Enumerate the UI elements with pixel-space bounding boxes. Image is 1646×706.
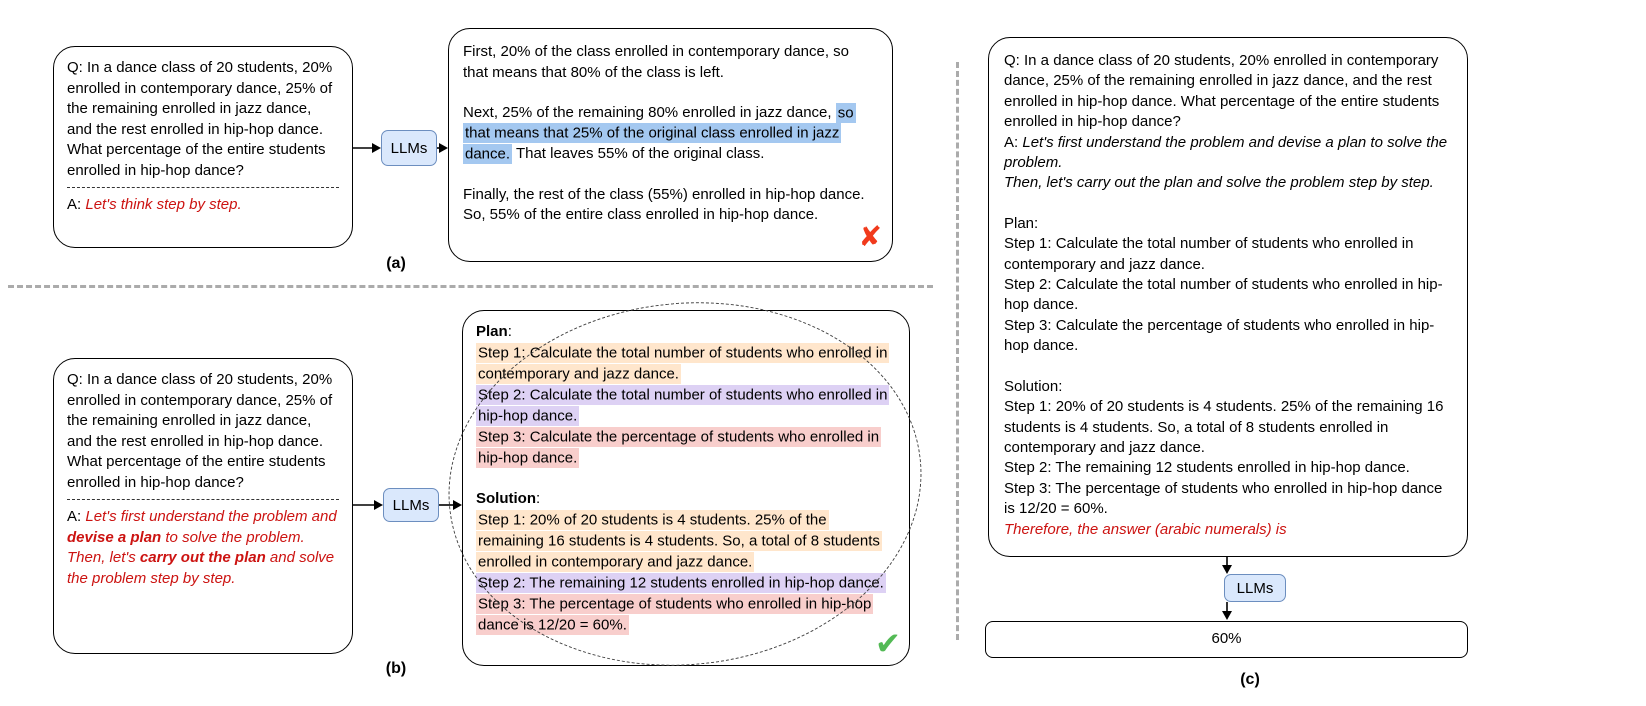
solution-step: Step 3: The percentage of students who enrolled in hip-hop dance is 12/20 = 60%. (1004, 479, 1443, 518)
output-text: That leaves 55% of the original class. (512, 145, 765, 162)
solution-step: Step 1: 20% of 20 students is 4 students. 25% of the remaining 16 students is 4 students. So, a total of 8 students enrolled in contemporary and jazz dance. (478, 511, 880, 570)
panel-a-answer-line (67, 195, 339, 216)
panel-a-prompt-box (53, 46, 353, 248)
arrow-b-prompt-to-llms (352, 500, 383, 510)
panel-b-output-box (462, 310, 910, 666)
highlighted-error-text: so that means that 25% of the original class enrolled in jazz dance. (465, 104, 854, 162)
answer-prefix: A: (1004, 133, 1019, 151)
plan-step: Step 3: Calculate the percentage of students who enrolled in hip-hop dance. (478, 428, 880, 466)
output-paragraph: Finally, the rest of the class (55%) enrolled in hip-hop dance. So, 55% of the entire class enrolled in hip-hop dance. (463, 185, 865, 223)
arrow-a-llms-to-output (437, 143, 448, 153)
vertical-panel-divider (956, 62, 959, 640)
solution-step: Step 2: The remaining 12 students enrolled in hip-hop dance. (478, 574, 884, 591)
panel-c-trigger-text: Let's first understand the problem and devise a plan to solve the problem. (1004, 133, 1448, 172)
panel-c-trigger-text-2: Then, let's carry out the plan and solve the problem step by step. (1004, 174, 1434, 192)
panel-c-label: (c) (1240, 671, 1260, 688)
output-paragraph (463, 103, 878, 165)
solution-heading: Solution: (476, 490, 541, 507)
final-answer-value: 60% (1211, 630, 1242, 648)
answer-prefix: A: (67, 196, 82, 213)
arrow-a-prompt-to-llms (352, 143, 381, 153)
prompt-separator (67, 499, 339, 500)
output-text: Next, 25% of the remaining 80% enrolled in jazz dance, (463, 104, 836, 121)
panel-b-label: (b) (385, 660, 407, 677)
panel-b-trigger-text: Let's first understand the problem and devise a plan to solve the problem. Then, let's carry out the plan and solve the problem step by step. (67, 508, 337, 587)
plan-step: Step 2: Calculate the total number of students who enrolled in hip-hop dance. (478, 386, 888, 424)
llms-box-c: LLMs (1224, 574, 1286, 602)
prompt-separator (67, 187, 339, 188)
arrow-b-llms-to-output (439, 500, 462, 510)
plan-step: Step 1: Calculate the total number of students who enrolled in contemporary and jazz dance. (478, 344, 888, 382)
panel-a-label: (a) (386, 255, 406, 272)
arrow-c-prompt-to-llms (1222, 557, 1232, 574)
plan-step: Step 2: Calculate the total number of students who enrolled in hip-hop dance. (1004, 276, 1443, 314)
plan-heading: Plan: (1004, 214, 1039, 232)
llms-box-b: LLMs (383, 488, 439, 522)
answer-prefix: A: (67, 508, 82, 525)
final-answer-box (985, 621, 1468, 658)
solution-heading: Solution: (1004, 377, 1063, 395)
solution-step: Step 1: 20% of 20 students is 4 students. 25% of the remaining 16 students is 4 students. So, a total of 8 students enrolled in contemporary and jazz dance. (1004, 398, 1444, 456)
answer-extraction-trigger: Therefore, the answer (arabic numerals) is (1004, 520, 1287, 538)
plan-step: Step 1: Calculate the total number of students who enrolled in contemporary and jazz dance. (1004, 235, 1414, 273)
solution-step: Step 2: The remaining 12 students enrolled in hip-hop dance. (1004, 459, 1410, 477)
panel-c-prompt-box (988, 37, 1468, 557)
correct-check-icon: ✔ (875, 626, 901, 661)
panel-b-question: Q: In a dance class of 20 students, 20% enrolled in contemporary dance, 25% of the remaining enrolled in jazz dance, and the rest enrolled in hip-hop dance. What percentage of the entire students enrolled in hip-hop dance? (67, 371, 333, 491)
arrow-c-llms-to-answer (1222, 602, 1232, 620)
panel-c-answer-line (1004, 133, 1452, 174)
panel-a-output-box (448, 28, 893, 262)
llms-box-a: LLMs (381, 130, 437, 166)
horizontal-panel-divider (8, 285, 933, 288)
panel-c-question: Q: In a dance class of 20 students, 20% enrolled in contemporary dance, 25% of the remaining enrolled in jazz dance, and the rest enrolled in hip-hop dance. What percentage of the entire students enrolled in hip-hop dance? (1004, 52, 1440, 131)
panel-a-question: Q: In a dance class of 20 students, 20% enrolled in contemporary dance, 25% of the remaining enrolled in jazz dance, and the rest enrolled in hip-hop dance. What percentage of the entire students enrolled in hip-hop dance? (67, 59, 333, 179)
plan-step: Step 3: Calculate the percentage of students who enrolled in hip-hop dance. (1004, 316, 1435, 355)
solution-step: Step 3: The percentage of students who enrolled in hip-hop dance is 12/20 = 60%. (478, 595, 872, 633)
panel-b-answer-line (67, 507, 339, 589)
output-paragraph: First, 20% of the class enrolled in contemporary dance, so that means that 80% of the class is left. (463, 43, 850, 81)
panel-b-prompt-box (53, 358, 353, 654)
plan-heading: Plan: (476, 323, 512, 340)
panel-a-trigger-text: Let's think step by step. (85, 196, 242, 213)
incorrect-cross-icon: ✘ (858, 221, 882, 252)
